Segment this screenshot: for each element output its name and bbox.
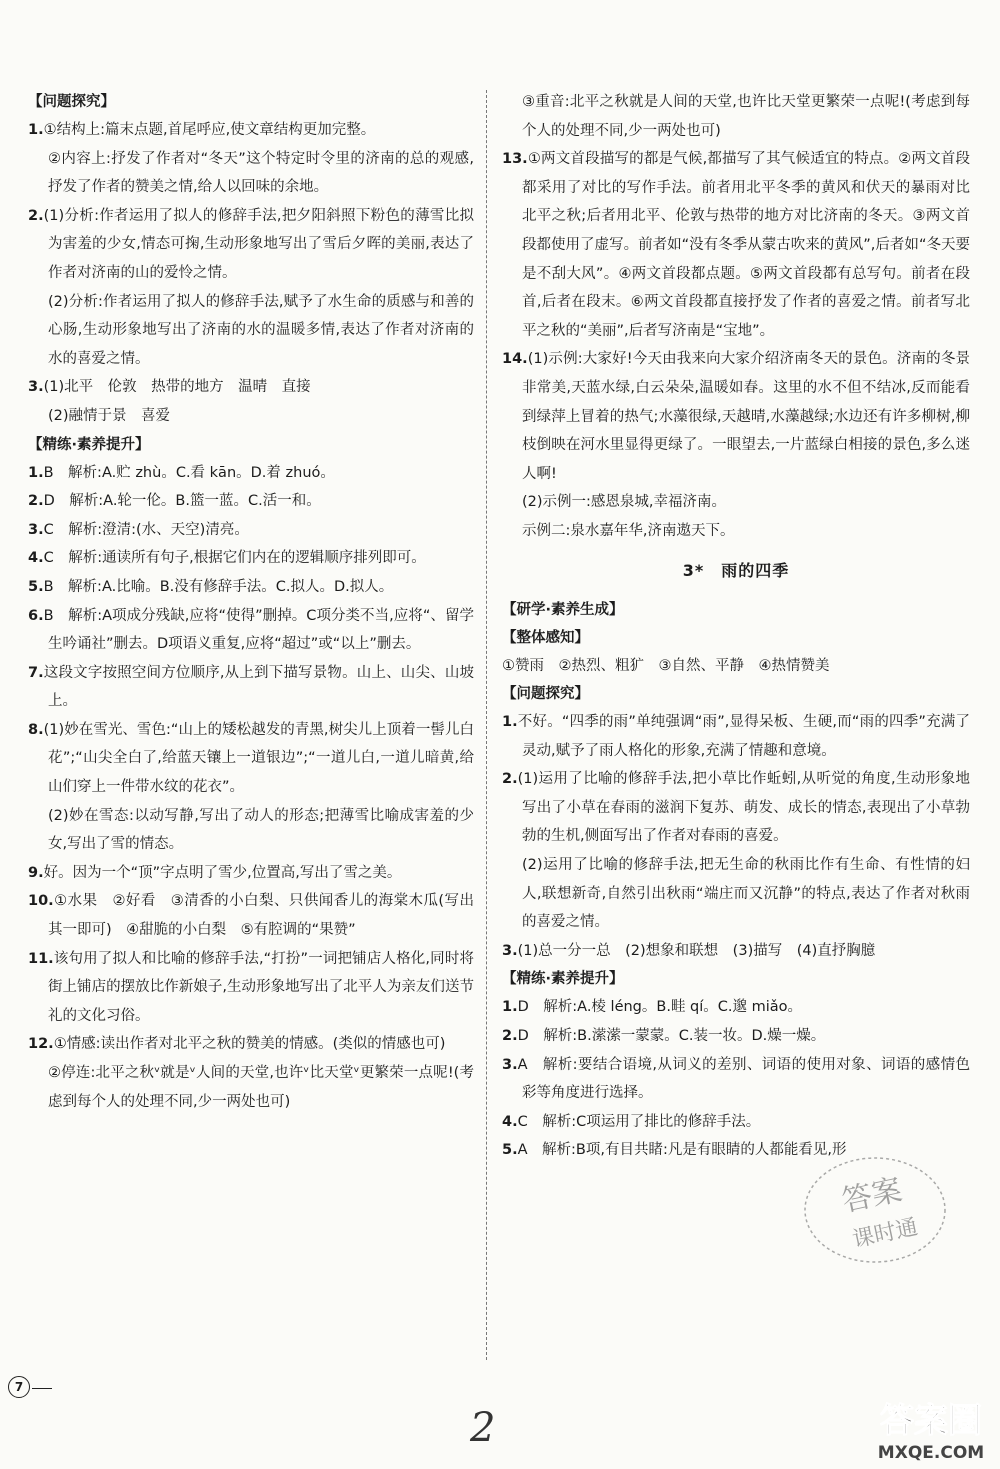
answer-item [28, 202, 474, 288]
answer-item [502, 765, 970, 851]
item-text: C 解析:C项运用了排比的修辞手法。 [517, 1113, 761, 1130]
item-text: A 解析:B项,有目共睹:凡是有眼睛的人都能看见,形 [517, 1142, 847, 1159]
item-text: ①情感:读出作者对北平之秋的赞美的情感。(类似的情感也可) [53, 1036, 446, 1053]
item-number: 1. [502, 999, 518, 1016]
item-text: ①两文首段描写的都是气候,都描写了其气候适宜的特点。②两文首段都采用了对比的写作手法。前者用北平冬季的黄风和伏天的暴雨对比北平之秋;后者用北平、伦敦与热带的地方对比济南的冬天。③两文首段都使用了虚写。前者如“没有冬季从蒙古吹来的黄风”,后者如“冬天要是不刮大风”。④两文首段都点题。⑤两文首段都有总写句。前者在段首,后者在段末。⑥两文首段都直接抒发了作者的喜爱之情。前者写北平之秋的“美丽”,后者写济南是“宝地”。 [522, 151, 970, 339]
item-number: 3. [28, 521, 44, 538]
section-heading: 【问题探究】 [28, 94, 115, 110]
watermark-stamp [800, 1150, 950, 1270]
item-number: 10. [28, 893, 54, 910]
item-text: (1)运用了比喻的修辞手法,把小草比作蚯蚓,从听觉的角度,生动形象地写出了小草在春雨的滋润下复苏、萌发、成长的情态,表现出了小草勃勃的生机,侧面写出了作者对春雨的喜爱。 [517, 771, 970, 845]
answer-item [28, 659, 474, 716]
item-number: 11. [28, 950, 54, 967]
answer-subitem: 示例二:泉水嘉年华,济南遨天下。 [522, 522, 735, 539]
answer-item [28, 544, 474, 573]
item-text: ①结构上:篇末点题,首尾呼应,使文章结构更加完整。 [43, 122, 376, 138]
item-number: 4. [28, 550, 44, 567]
item-text: ①水果 ②好看 ③清香的小白梨、只供闻香儿的海棠木瓜(写出其一即可) ④甜脆的小白梨 ⑤有腔调的“果赞” [48, 893, 474, 939]
item-text: (1)北平 伦敦 热带的地方 温晴 直接 [43, 379, 311, 396]
answer-item [28, 859, 474, 888]
answer-item [28, 116, 474, 145]
item-text: D 解析:A.棱 léng。B.畦 qí。C.邈 miǎo。 [517, 999, 803, 1016]
answer-line: ①赞雨 ②热烈、粗犷 ③自然、平静 ④热情赞美 [502, 657, 830, 674]
svg-text:答案: 答案 [839, 1172, 905, 1220]
answer-item [28, 487, 474, 516]
item-number: 1. [502, 714, 518, 731]
answer-subitem: ②停连:北平之秋ᵛ就是ᵛ人间的天堂,也许ᵛ比天堂ᵛ更繁荣一点呢!(考虑到每个人的处理不同,少一两处也可) [48, 1065, 474, 1110]
answer-item [28, 573, 474, 602]
item-number: 2. [502, 771, 518, 788]
item-text: (1)总一分一总 (2)想象和联想 (3)描写 (4)直抒胸臆 [517, 942, 876, 959]
item-text: 该句用了拟人和比喻的修辞手法,“打扮”一词把铺店人格化,同时将街上铺店的摆放比作新娘子,生动形象地写出了北平人为亲友们送节礼的文化习俗。 [48, 950, 474, 1024]
item-text: A 解析:要结合语境,从词义的差别、词语的使用对象、词语的感情色彩等角度进行选择。 [517, 1056, 970, 1102]
item-number: 12. [28, 1036, 54, 1053]
item-number: 3. [502, 1056, 518, 1073]
item-number: 5. [502, 1142, 518, 1159]
handwritten-mark: 2 [470, 1405, 496, 1451]
item-number: 4. [502, 1113, 518, 1130]
item-text: (1)妙在雪光、雪色:“山上的矮松越发的青黑,树尖儿上顶着一髻儿白花”;“山尖全白了,给蓝天镶上一道银边”;“一道儿白,一道儿暗黄,给山们穿上一件带水纹的花衣”。 [43, 721, 474, 796]
item-number: 1. [28, 464, 44, 481]
item-text: (1)分析:作者运用了拟人的修辞手法,把夕阳斜照下粉色的薄雪比拟为害羞的少女,情态可掬,生动形象地写出了雪后夕晖的美丽,表达了作者对济南的山的爱怜之情。 [43, 207, 474, 281]
answer-item [502, 937, 970, 966]
answer-item [502, 1022, 970, 1051]
answer-item [28, 1030, 474, 1059]
item-number: 1. [28, 122, 44, 138]
section-heading: 【整体感知】 [502, 629, 589, 646]
column-divider [486, 90, 487, 1360]
item-number: 3. [502, 942, 518, 959]
item-text: 好。因为一个“顶”字点明了雪少,位置高,写出了雪之美。 [43, 864, 402, 881]
right-column [502, 88, 970, 1165]
answer-item [28, 459, 474, 488]
item-text: (1)示例:大家好!今天由我来向大家介绍济南冬天的景色。济南的冬景非常美,天蓝水绿,白云朵朵,温暖如春。这里的水不但不结冰,反而能看到绿萍上冒着的热气;水藻很绿,天越晴,水藻越绿;水边还有许多柳树,柳枝倒映在河水里显得更绿了。一眼望去,一片蓝绿白相接的景色,多么迷人啊! [522, 351, 970, 482]
item-number: 5. [28, 578, 44, 595]
item-number: 7. [28, 664, 44, 681]
item-number: 3. [28, 379, 44, 396]
svg-text:答案圈: 答案圈 [880, 1401, 982, 1441]
item-number: 13. [502, 151, 528, 168]
svg-text:MXQE.COM: MXQE.COM [877, 1443, 985, 1463]
item-number: 2. [502, 1028, 518, 1045]
item-text: 这段文字按照空间方位顺序,从上到下描写景物。山上、山尖、山坡上。 [43, 664, 474, 710]
answer-item [502, 993, 970, 1022]
item-text: B 解析:A.比喻。B.没有修辞手法。C.拟人。D.拟人。 [43, 578, 394, 595]
item-number: 2. [28, 207, 44, 224]
answer-subitem: ③重音:北平之秋就是人间的天堂,也许比天堂更繁荣一点呢!(考虑到每个人的处理不同,少一两处也可) [522, 94, 970, 139]
answer-item [502, 145, 970, 345]
answer-item [502, 708, 970, 765]
answer-subitem: (2)运用了比喻的修辞手法,把无生命的秋雨比作有生命、有性情的妇人,联想新奇,自然引出秋雨“端庄而又沉静”的特点,表达了作者对秋雨的喜爱之情。 [522, 857, 970, 931]
section-heading: 【精练·素养提升】 [28, 436, 150, 453]
answer-item [28, 516, 474, 545]
answer-item [502, 1051, 970, 1108]
answer-item [28, 716, 474, 802]
item-number: 14. [502, 351, 528, 368]
item-text: B 解析:A.贮 zhù。C.看 kān。D.着 zhuó。 [43, 464, 335, 481]
answer-subitem: ②内容上:抒发了作者对“冬天”这个特定时令里的济南的总的观感,抒发了作者的赞美之情,给人以回味的余地。 [48, 150, 474, 196]
answer-subitem: (2)分析:作者运用了拟人的修辞手法,赋予了水生命的质感与和善的心肠,生动形象地写出了济南的水的温暖多情,表达了作者对济南的水的喜爱之情。 [48, 293, 474, 367]
item-text: B 解析:A项成分残缺,应将“使得”删掉。C项分类不当,应将“、留学生吟诵社”删去。D项语义重复,应将“超过”或“以上”删去。 [43, 607, 474, 653]
answer-item [28, 602, 474, 659]
answer-item [502, 345, 970, 488]
lesson-title: 3* 雨的四季 [682, 560, 790, 580]
item-number: 2. [28, 493, 44, 510]
section-heading: 【精练·素养提升】 [502, 971, 624, 988]
item-text: C 解析:通读所有句子,根据它们内在的逻辑顺序排列即可。 [43, 550, 426, 567]
answer-subitem: (2)融情于景 喜爱 [48, 407, 171, 424]
answer-item [502, 1108, 970, 1137]
section-heading: 【研学·素养生成】 [502, 601, 624, 618]
svg-text:课时通: 课时通 [850, 1214, 921, 1253]
item-number: 9. [28, 864, 44, 881]
answer-subitem: (2)示例一:感恩泉城,幸福济南。 [522, 494, 727, 511]
item-number: 8. [28, 721, 44, 738]
item-text: D 解析:B.潆潆一蒙蒙。C.装一妆。D.燥一燥。 [517, 1028, 826, 1045]
item-text: C 解析:澄清:(水、天空)清亮。 [43, 521, 249, 538]
site-logo [870, 1392, 992, 1464]
item-number: 6. [28, 607, 44, 624]
page-number-line [32, 1388, 52, 1389]
item-text: 不好。“四季的雨”单纯强调“雨”,显得呆板、生硬,而“雨的四季”充满了灵动,赋予了雨人格化的形象,充满了情趣和意境。 [517, 714, 970, 759]
answer-item [28, 945, 474, 1031]
answer-item [28, 887, 474, 944]
section-heading: 【问题探究】 [502, 686, 589, 703]
item-text: D 解析:A.轮一伦。B.篮一蓝。C.活一和。 [43, 493, 321, 510]
answer-item [28, 373, 474, 402]
page-number: 7 [8, 1376, 30, 1398]
answer-subitem: (2)妙在雪态:以动写静,写出了动人的形态;把薄雪比喻成害羞的少女,写出了雪的情态。 [48, 807, 474, 853]
left-column [28, 88, 474, 1116]
